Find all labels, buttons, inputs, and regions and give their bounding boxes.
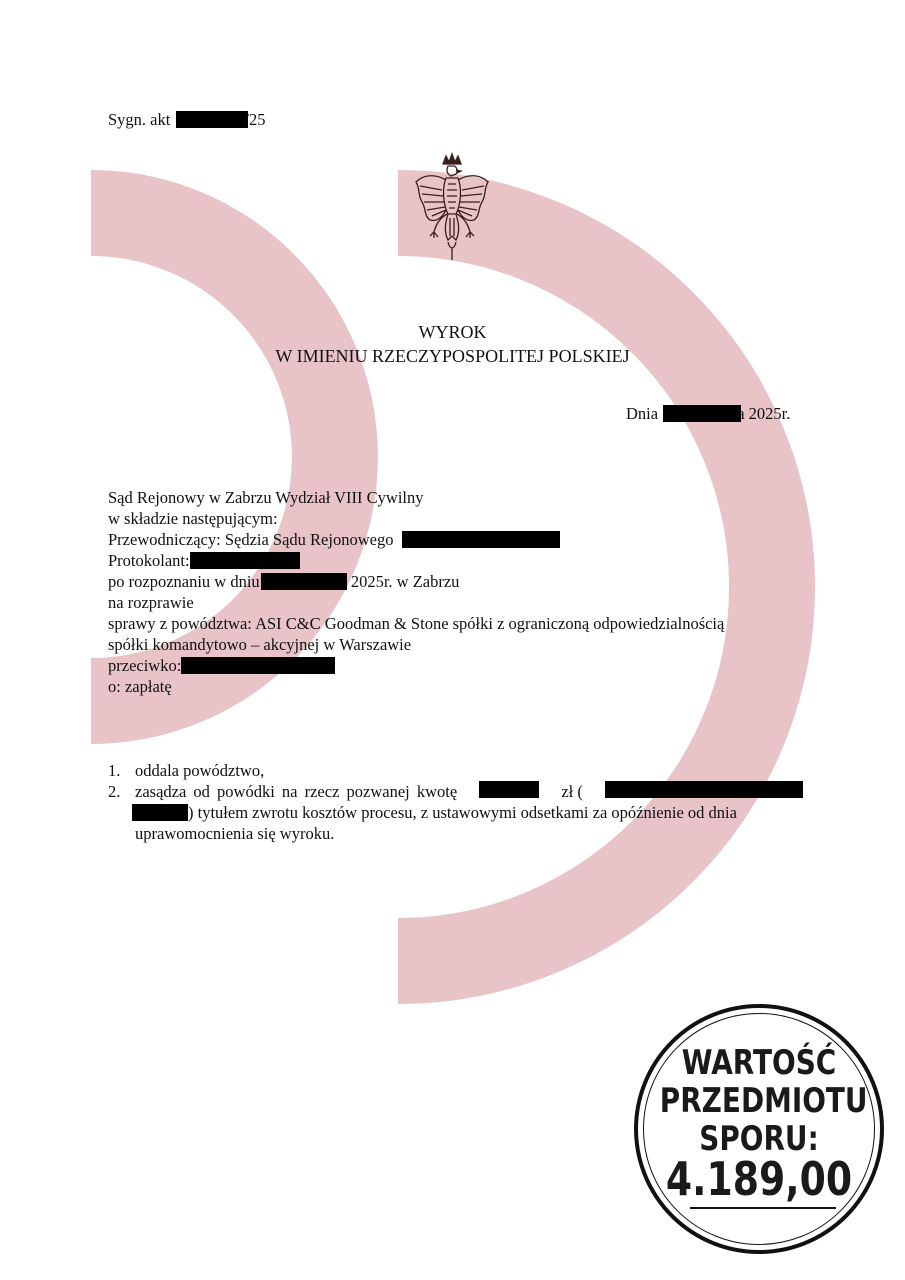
hearing-prefix: po rozpoznaniu w dniu (108, 572, 260, 591)
ruling-item-2-text-c: ) tytułem zwrotu kosztów procesu, z ustawowymi odsetkami za opóźnienie od dnia (188, 803, 737, 822)
ruling-item-1-number: 1. (108, 761, 121, 780)
stamp-line-2: PRZEDMIOTU (659, 1081, 868, 1121)
dispute-value-stamp (634, 1004, 884, 1254)
redaction-bar (663, 405, 741, 422)
stamp-line-1: WARTOŚĆ (681, 1043, 837, 1083)
hearing-type: na rozprawie (108, 593, 194, 612)
hearing-date (108, 571, 459, 592)
stamp-value: 4.189,00 (665, 1152, 853, 1206)
ruling-item-2-text-a: zasądza od powódki na rzecz pozwanej kwotę (135, 782, 458, 801)
court-composition-label: w składzie następującym: (108, 509, 278, 528)
redaction-bar (132, 804, 188, 821)
ruling-item-2-line-1 (135, 781, 803, 802)
court-clerk-label: Protokolant: (108, 551, 190, 570)
redaction-bar (261, 573, 347, 590)
defendant (108, 655, 335, 676)
ruling-item-1-text: oddala powództwo, (135, 761, 265, 780)
signature-suffix: /25 (244, 110, 266, 129)
presiding-judge-label: Przewodniczący: Sędzia Sądu Rejonowego (108, 530, 394, 549)
redaction-bar (181, 657, 335, 674)
ruling-item-2-number: 2. (108, 782, 121, 801)
redaction-bar (176, 111, 248, 128)
signature-prefix: Sygn. akt (108, 110, 171, 129)
court-clerk (108, 550, 300, 571)
polish-eagle-icon (412, 152, 492, 264)
redaction-bar (190, 552, 300, 569)
plaintiff-line-1: sprawy z powództwa: ASI C&C Goodman & Stone spółki z ograniczoną odpowiedzialnością (108, 614, 725, 633)
case-signature (108, 109, 266, 130)
stamp-line-3: SPORU: (699, 1119, 819, 1159)
ruling-item-2-line-2 (132, 802, 737, 823)
date-prefix: Dnia (626, 404, 659, 423)
ruling-item-2-text-b: zł ( (561, 782, 583, 801)
redaction-bar (605, 781, 803, 798)
ruling-date (626, 403, 790, 424)
stamp-underline (690, 1207, 836, 1209)
ruling-title: WYROK (418, 322, 487, 342)
presiding-judge (108, 529, 560, 550)
court-name: Sąd Rejonowy w Zabrzu Wydział VIII Cywilny (108, 488, 424, 507)
redaction-bar (479, 781, 539, 798)
hearing-suffix: 2025r. w Zabrzu (350, 572, 460, 591)
case-subject: o: zapłatę (108, 677, 172, 696)
defendant-label: przeciwko: (108, 656, 182, 675)
redaction-bar (402, 531, 560, 548)
ruling-subtitle: W IMIENIU RZECZYPOSPOLITEJ POLSKIEJ (275, 346, 630, 366)
ruling-item-2-line-3: uprawomocnienia się wyroku. (135, 824, 335, 843)
date-suffix: a 2025r. (737, 404, 791, 423)
plaintiff-line-2: spółki komandytowo – akcyjnej w Warszawie (108, 635, 412, 654)
